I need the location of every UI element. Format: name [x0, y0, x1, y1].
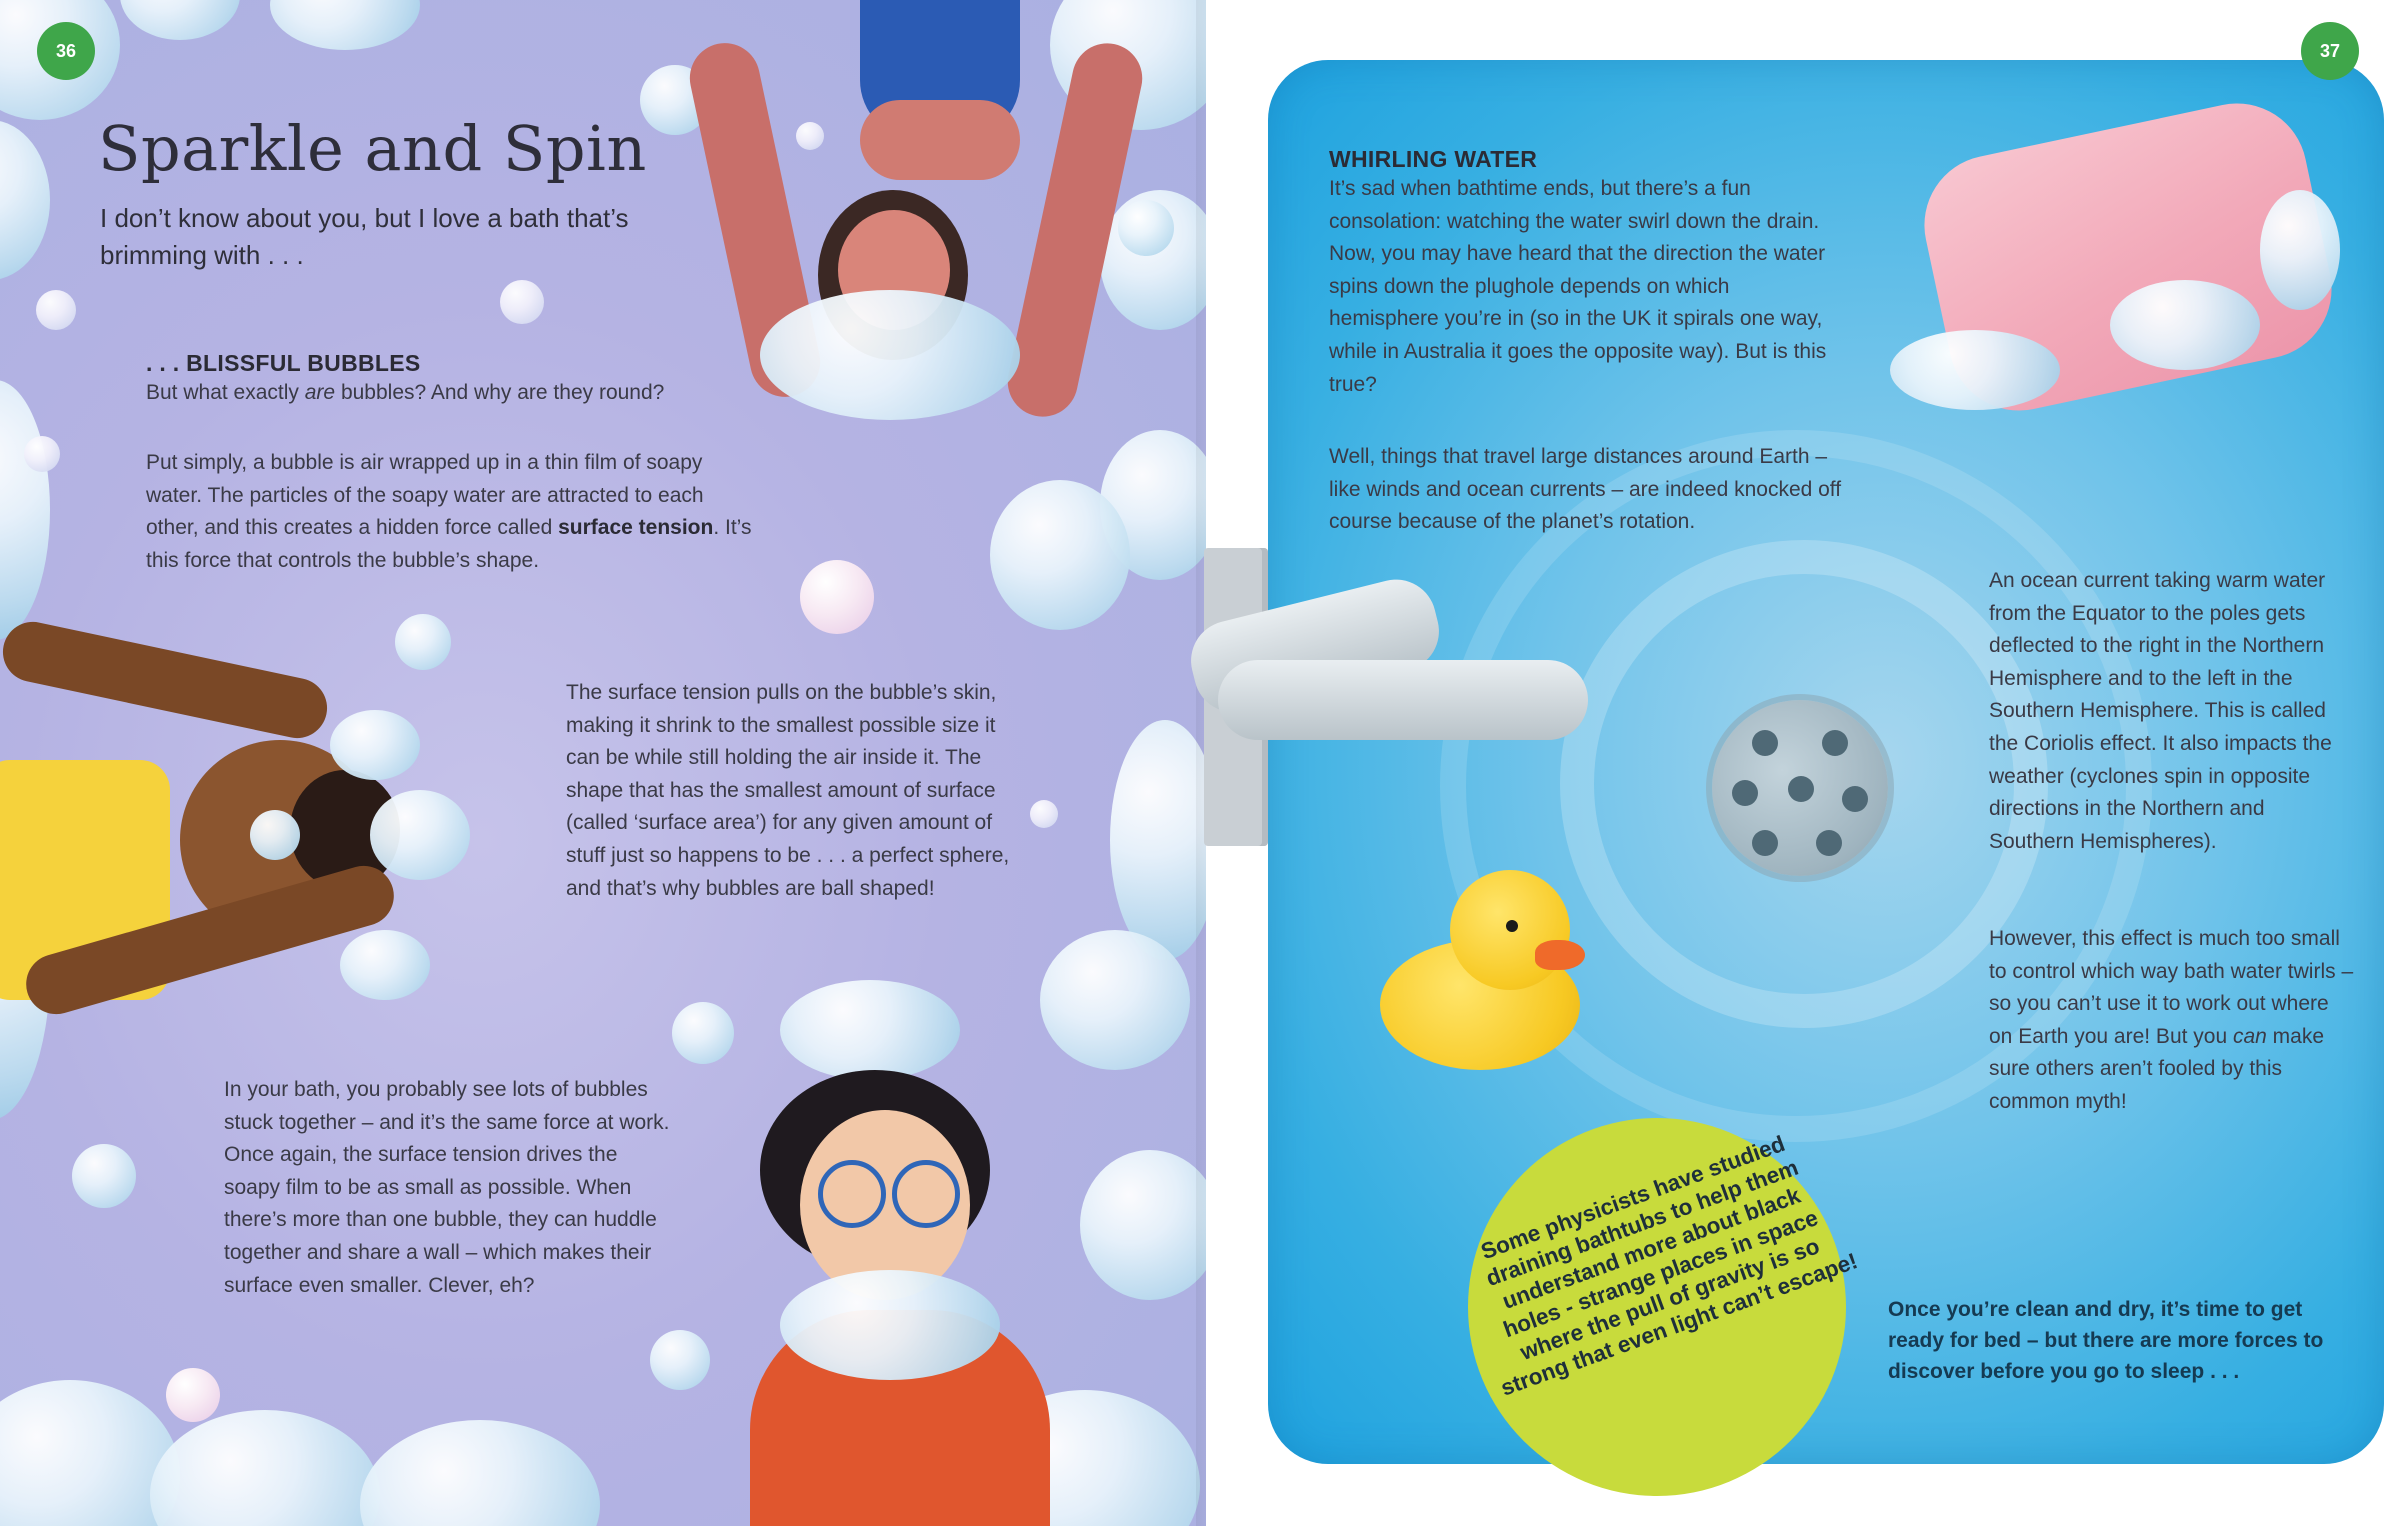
drain-hole	[1788, 776, 1814, 802]
soap-suds	[1890, 330, 2060, 410]
intro-text: I don’t know about you, but I love a bath that’s brimming with . . .	[100, 203, 629, 270]
paragraph-rotation: Well, things that travel large distances around Earth – like winds and ocean currents – are indeed knocked off course because of the planet’s rotation.	[1329, 445, 1842, 534]
bubble	[0, 380, 50, 640]
bubble	[1030, 800, 1058, 828]
page-number-right: 37	[2301, 22, 2359, 80]
paragraph-bubbles-together: In your bath, you probably see lots of bubbles stuck together – and it’s the same force at work. Once again, the surface tension drives the soapy film to be as small as possible. When there’s more than one bubble, they can huddle together and share a wall – which makes their surface even smaller. Clever, eh?	[224, 1078, 670, 1297]
bubble	[120, 0, 240, 40]
drain-hole	[1816, 830, 1842, 856]
bubble	[24, 436, 60, 472]
drain-hole	[1752, 730, 1778, 756]
section-heading: . . . BLISSFUL BUBBLES	[146, 350, 421, 376]
paragraph-sphere: The surface tension pulls on the bubble’s skin, making it shrink to the smallest possible size it can be while still holding the air inside it. The shape that has the smallest amount of surface (called ‘surface area’) for any given amount of stuff just so happens to be . . . a perfect sphere, and that’s why bubbles are ball shaped!	[566, 681, 1010, 900]
page-title: Sparkle and Spin	[98, 112, 647, 185]
bubble	[360, 1420, 600, 1526]
bubble	[150, 1410, 380, 1526]
black-holes-callout-text: Some physicists have studied draining bathtubs to help them understand more about black holes - strange places in space where the pull of gravity is so strong that even light can’t escape!	[1477, 1130, 1861, 1401]
bubble	[500, 280, 544, 324]
drain-hole	[1752, 830, 1778, 856]
closing-text: Once you’re clean and dry, it’s time to get ready for bed – but there are more forces to discover before you go to sleep . . .	[1888, 1298, 2324, 1383]
section-question: But what exactly are bubbles? And why are they round?	[146, 381, 665, 404]
paragraph-surface-tension: Put simply, a bubble is air wrapped up in a thin film of soapy water. The particles of the soapy water are attracted to each other, and this creates a hidden force called surface tension. It’s this force that controls the bubble’s shape.	[146, 451, 752, 572]
whirling-water-section	[1329, 146, 1839, 401]
drain-hole	[1842, 786, 1868, 812]
bubble	[650, 1330, 710, 1390]
bubble	[800, 560, 874, 634]
blissful-bubbles-section	[146, 350, 706, 410]
section-heading: WHIRLING WATER	[1329, 146, 1538, 172]
bubble	[72, 1144, 136, 1208]
bubble	[672, 1002, 734, 1064]
child-upside-down-illustration	[710, 0, 1150, 450]
paragraph-coriolis: An ocean current taking warm water from the Equator to the poles gets deflected to the right in the Northern Hemisphere and to the left in the Southern Hemisphere. This is called the Coriolis effect. It also impacts the weather (cyclones spin in opposite directions in the Northern and Southern Hemispheres).	[1989, 569, 2332, 853]
bubble	[0, 120, 50, 280]
rubber-duck	[1380, 870, 1600, 1070]
paragraph-myth: However, this effect is much too small to control which way bath water twirls – so you can’t use it to work out where on Earth you are! But you can make sure others aren’t fooled by this common myth!	[1989, 927, 2354, 1113]
bubble	[36, 290, 76, 330]
bubble	[270, 0, 420, 50]
soap-suds	[2110, 280, 2260, 370]
child-bubble-nose-illustration	[0, 620, 470, 1040]
bubble	[990, 480, 1130, 630]
plughole-drain	[1712, 700, 1888, 876]
drain-hole	[1822, 730, 1848, 756]
bubble	[166, 1368, 220, 1422]
soap-suds	[2260, 190, 2340, 310]
drain-hole	[1732, 780, 1758, 806]
child-glasses-illustration	[740, 980, 1110, 1526]
tap-arm-lower	[1218, 660, 1588, 740]
bubble	[1110, 720, 1206, 960]
paragraph-bathtime: It’s sad when bathtime ends, but there’s a fun consolation: watching the water swirl down the drain. Now, you may have heard that the direction the water spins down the plughole depends on which hemisphere you’re in (so in the UK it spirals one way, while in Australia it goes the opposite way). But is this true?	[1329, 177, 1827, 396]
page-number-left: 36	[37, 22, 95, 80]
